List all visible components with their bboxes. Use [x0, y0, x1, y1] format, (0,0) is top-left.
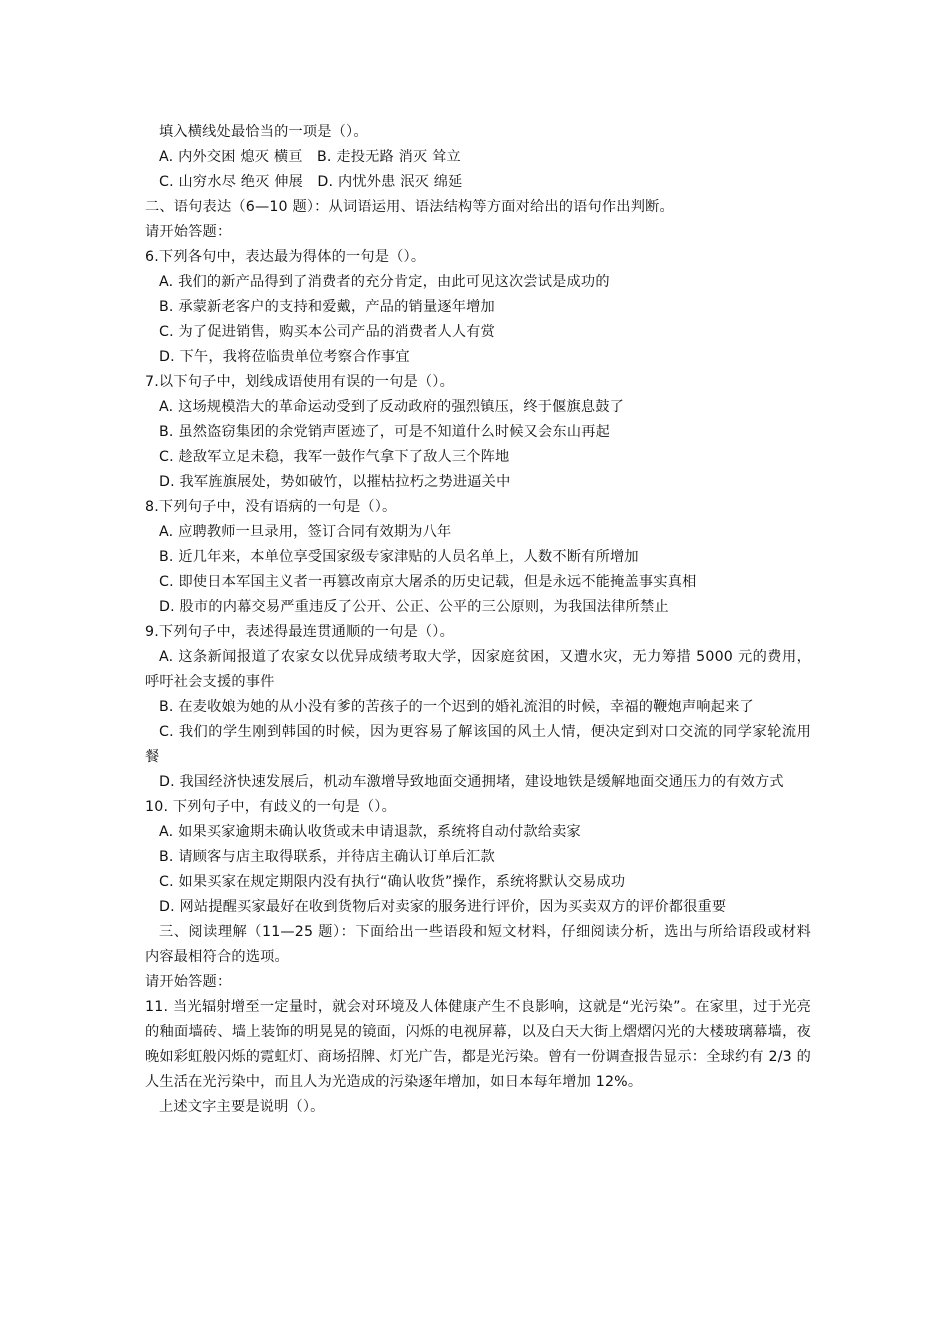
exam-content [145, 120, 811, 1120]
q10-option-b: B. 请顾客与店主取得联系，并待店主确认订单后汇款 [159, 849, 495, 865]
q6-option-b: B. 承蒙新老客户的支持和爱戴，产品的销量逐年增加 [159, 299, 495, 315]
q10-stem: 10. 下列句子中，有歧义的一句是（）。 [145, 799, 396, 815]
q5-options-ab: A. 内外交困 熄灭 横亘 B. 走投无路 消灭 耸立 [159, 149, 461, 165]
q9-option-c: C. 我们的学生刚到韩国的时候，因为更容易了解该国的风土人情，便决定到对口交流的同学家轮流用餐 [145, 724, 811, 765]
q6-option-a: A. 我们的新产品得到了消费者的充分肯定，由此可见这次尝试是成功的 [159, 274, 610, 290]
q9-option-a: A. 这条新闻报道了农家女以优异成绩考取大学，因家庭贫困，又遭水灾，无力筹措 5000 元的费用，呼吁社会支援的事件 [145, 649, 811, 690]
q8-option-a: A. 应聘教师一旦录用，签订合同有效期为八年 [159, 524, 452, 540]
q11-stem: 上述文字主要是说明（）。 [159, 1099, 325, 1115]
q5-options-cd: C. 山穷水尽 绝灭 伸展 D. 内忧外患 泯灭 绵延 [159, 174, 463, 190]
q7-option-c: C. 趁敌军立足未稳，我军一鼓作气拿下了敌人三个阵地 [159, 449, 510, 465]
section3-heading: 三、阅读理解（11—25 题）：下面给出一些语段和短文材料，仔细阅读分析，选出与所给语段或材料内容最相符合的选项。 [145, 924, 811, 965]
q8-option-c: C. 即使日本军国主义者一再篡改南京大屠杀的历史记载，但是永远不能掩盖事实真相 [159, 574, 697, 590]
q6-option-d: D. 下午，我将莅临贵单位考察合作事宜 [159, 349, 410, 365]
q9-option-b: B. 在麦收娘为她的从小没有爹的苦孩子的一个迟到的婚礼流泪的时候，幸福的鞭炮声响起来了 [159, 699, 754, 715]
q10-option-c: C. 如果买家在规定期限内没有执行“确认收货”操作，系统将默认交易成功 [159, 874, 626, 890]
q8-option-d: D. 股市的内幕交易严重违反了公开、公正、公平的三公原则，为我国法律所禁止 [159, 599, 669, 615]
section3-start: 请开始答题： [145, 974, 232, 990]
q10-option-d: D. 网站提醒买家最好在收到货物后对卖家的服务进行评价，因为买卖双方的评价都很重要 [159, 899, 727, 915]
q7-option-a: A. 这场规模浩大的革命运动受到了反动政府的强烈镇压，终于偃旗息鼓了 [159, 399, 625, 415]
q7-option-b: B. 虽然盗窃集团的余党销声匿迹了，可是不知道什么时候又会东山再起 [159, 424, 610, 440]
q7-option-d: D. 我军旌旗展处，势如破竹，以摧枯拉朽之势进逼关中 [159, 474, 511, 490]
q9-option-d: D. 我国经济快速发展后，机动车激增导致地面交通拥堵，建设地铁是缓解地面交通压力的有效方式 [159, 774, 784, 790]
q10-option-a: A. 如果买家逾期未确认收货或未申请退款，系统将自动付款给卖家 [159, 824, 581, 840]
q9-stem: 9.下列句子中，表述得最连贯通顺的一句是（）。 [145, 624, 454, 640]
q6-option-c: C. 为了促进销售，购买本公司产品的消费者人人有赏 [159, 324, 496, 340]
section2-heading: 二、语句表达（6—10 题）：从词语运用、语法结构等方面对给出的语句作出判断。 [145, 199, 674, 215]
q8-option-b: B. 近几年来，本单位享受国家级专家津贴的人员名单上，人数不断有所增加 [159, 549, 639, 565]
q8-stem: 8.下列句子中，没有语病的一句是（）。 [145, 499, 397, 515]
q6-stem: 6.下列各句中，表达最为得体的一句是（）。 [145, 249, 426, 265]
q7-stem: 7.以下句子中，划线成语使用有误的一句是（）。 [145, 374, 454, 390]
section2-start: 请开始答题： [145, 224, 232, 240]
q11-passage: 11. 当光辐射增至一定量时，就会对环境及人体健康产生不良影响，这就是“光污染”。在家里，过于光亮的釉面墙砖、墙上装饰的明晃晃的镜面，闪烁的电视屏幕，以及白天大街上熠熠闪光的大楼玻璃幕墙，夜晚如彩虹般闪烁的霓虹灯、商场招牌、灯光广告，都是光污染。曾有一份调查报告显示：全球约有 2/3 的人生活在光污染中，而且人为光造成的污染逐年增加，如日本每年增加 12%。 [145, 999, 811, 1090]
q5-stem: 填入横线处最恰当的一项是（）。 [159, 124, 368, 140]
